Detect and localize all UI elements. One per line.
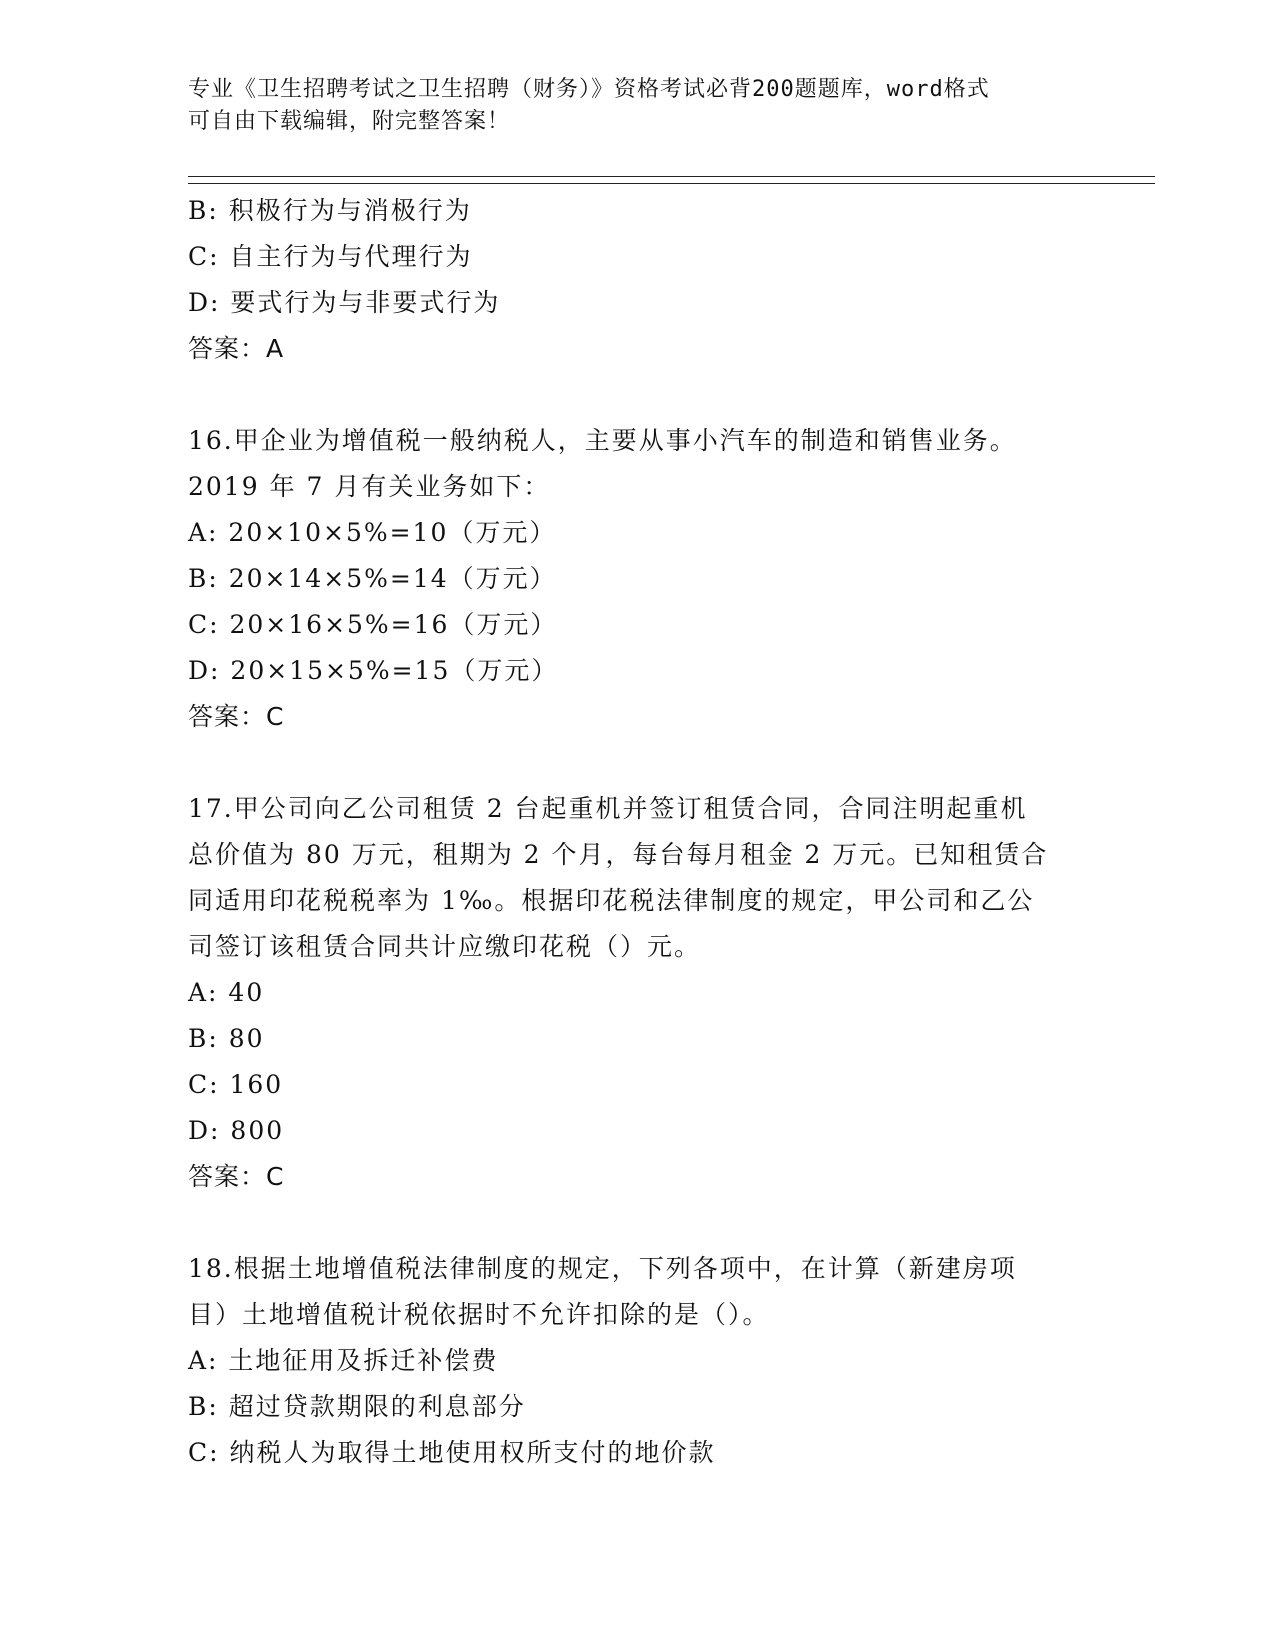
question-stem-line: 18.根据土地增值税法律制度的规定，下列各项中，在计算（新建房项 bbox=[188, 1254, 1017, 1283]
question-stem-line: 16.甲企业为增值税一般纳税人，主要从事小汽车的制造和销售业务。 bbox=[188, 426, 1017, 455]
question-stem-line: 司签订该租赁合同共计应缴印花税（）元。 bbox=[188, 932, 702, 961]
spacer bbox=[188, 740, 1088, 786]
header-title-line-1: 专业《卫生招聘考试之卫生招聘（财务）》资格考试必背200题题库，word格式 bbox=[188, 77, 990, 102]
answer-line: 答案：A bbox=[188, 334, 285, 363]
question-stem-line: 2019 年 7 月有关业务如下： bbox=[188, 472, 551, 501]
option-d: D: 20×15×5%=15（万元） bbox=[188, 656, 559, 685]
option-a: A: 20×10×5%=10（万元） bbox=[188, 518, 557, 547]
spacer bbox=[188, 1200, 1088, 1246]
question-stem-line: 17.甲公司向乙公司租赁 2 台起重机并签订租赁合同，合同注明起重机 bbox=[188, 794, 1028, 823]
question-stem-line: 总价值为 80 万元，租期为 2 个月，每台每月租金 2 万元。已知租赁合 bbox=[188, 840, 1049, 869]
header-double-rule bbox=[188, 176, 1155, 184]
option-b: B: 80 bbox=[188, 1024, 265, 1053]
question-15-remainder bbox=[188, 188, 1088, 372]
document-body bbox=[188, 188, 1088, 1476]
option-d: D: 800 bbox=[188, 1116, 285, 1145]
option-d: D: 要式行为与非要式行为 bbox=[188, 288, 501, 317]
option-a: A: 土地征用及拆迁补偿费 bbox=[188, 1346, 499, 1375]
answer-line: 答案：C bbox=[188, 702, 285, 731]
question-17 bbox=[188, 786, 1088, 1200]
option-b: B: 积极行为与消极行为 bbox=[188, 196, 472, 225]
question-stem-line: 同适用印花税税率为 1‰。根据印花税法律制度的规定，甲公司和乙公 bbox=[188, 886, 1035, 915]
option-a: A: 40 bbox=[188, 978, 265, 1007]
spacer bbox=[188, 372, 1088, 418]
question-16 bbox=[188, 418, 1088, 740]
option-c: C: 纳税人为取得土地使用权所支付的地价款 bbox=[188, 1438, 716, 1467]
option-c: C: 160 bbox=[188, 1070, 284, 1099]
document-header bbox=[188, 74, 1088, 138]
option-c: C: 自主行为与代理行为 bbox=[188, 242, 473, 271]
question-stem-line: 目）土地增值税计税依据时不允许扣除的是（）。 bbox=[188, 1300, 770, 1329]
answer-line: 答案：C bbox=[188, 1162, 285, 1191]
header-title-line-2: 可自由下载编辑，附完整答案！ bbox=[188, 109, 511, 134]
option-c: C: 20×16×5%=16（万元） bbox=[188, 610, 558, 639]
option-b: B: 20×14×5%=14（万元） bbox=[188, 564, 557, 593]
question-18 bbox=[188, 1246, 1088, 1476]
option-b: B: 超过贷款期限的利息部分 bbox=[188, 1392, 526, 1421]
